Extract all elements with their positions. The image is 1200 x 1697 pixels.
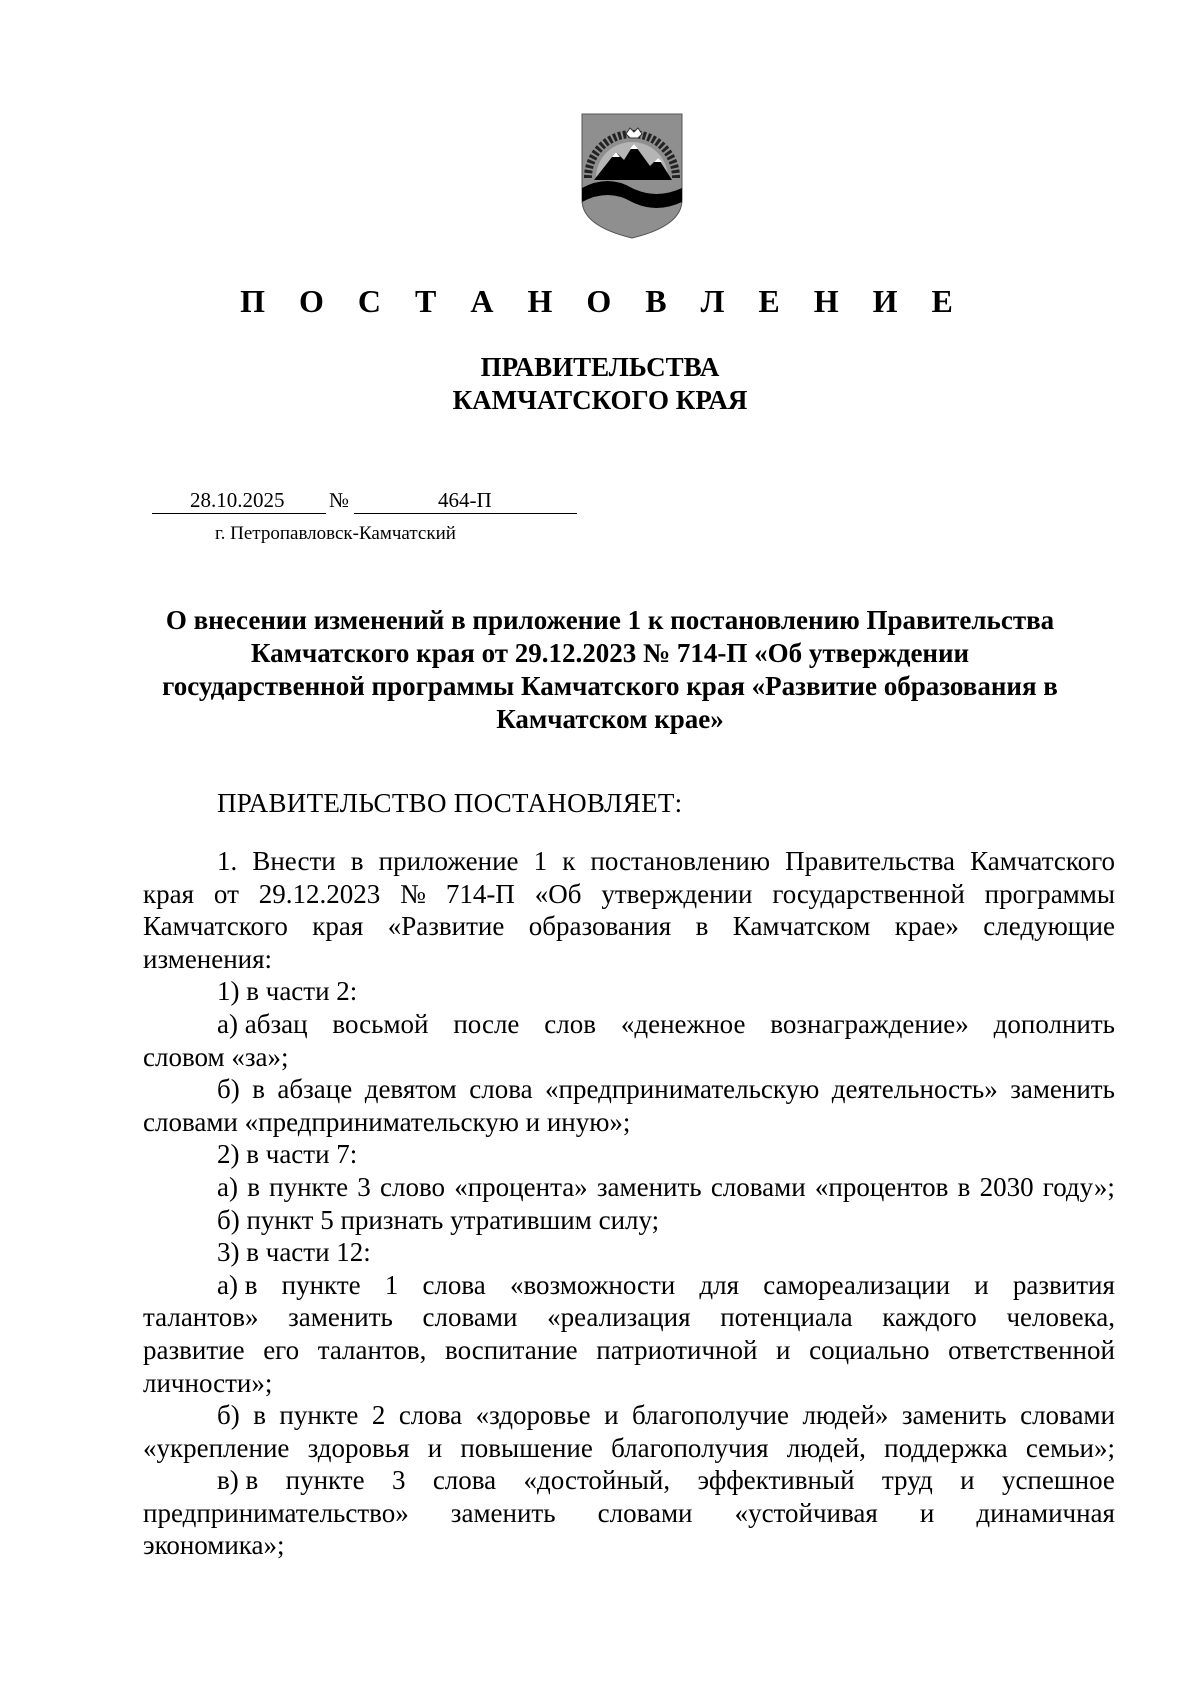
body-line: б) пункт 5 признать утратившим силу; — [217, 1204, 660, 1235]
body-word: заменить — [450, 1497, 556, 1528]
issuer-line-2: КАМЧАТСКОГО КРАЯ — [452, 385, 748, 415]
body-word: и — [776, 1334, 791, 1365]
body-word: девятом — [364, 1074, 457, 1105]
body-word: крае» — [894, 911, 959, 942]
body-word: самореализации — [763, 1269, 951, 1300]
document-title — [140, 604, 1080, 736]
body-word: заменить — [1010, 1074, 1115, 1105]
body-word: для — [699, 1269, 740, 1300]
body-word: социально — [809, 1334, 930, 1365]
document-number: 464-П — [438, 488, 492, 512]
body-word: программы — [984, 878, 1115, 909]
body-word: году»; — [1042, 1171, 1115, 1202]
body-word: Камчатском — [732, 911, 871, 942]
body-word: благополучия — [611, 1432, 769, 1463]
body-word: приложение — [378, 846, 519, 876]
body-word: а) — [217, 1171, 238, 1202]
body-line: изменения: — [143, 943, 273, 974]
body-line — [143, 910, 1115, 943]
body-word: слово — [380, 1171, 446, 1202]
body-word: «процента» — [454, 1171, 588, 1202]
body-word: поддержка — [884, 1432, 1008, 1463]
body-word: эффективный — [697, 1465, 855, 1496]
body-word: утверждении — [601, 878, 753, 909]
body-line: словами «предпринимательскую и иную»; — [143, 1106, 631, 1137]
body-line — [143, 1497, 1115, 1530]
body-word: и — [974, 1269, 989, 1300]
body-word: абзаце — [277, 1074, 353, 1105]
body-word: успешное — [1001, 1465, 1115, 1496]
body-line — [143, 1399, 1115, 1432]
body-word: «денежное — [620, 1008, 746, 1039]
body-word: края — [143, 878, 195, 909]
body-word: в — [247, 1171, 260, 1202]
body-word: Правительства — [785, 846, 956, 876]
document-date: 28.10.2025 — [190, 488, 285, 512]
body-word: края — [312, 911, 364, 942]
body-word: динамичная — [976, 1497, 1115, 1528]
body-word: к — [562, 846, 576, 876]
body-word: вознаграждение» — [770, 1008, 969, 1039]
body-word: развитие — [143, 1334, 245, 1365]
body-line: 2) в части 7: — [217, 1139, 358, 1170]
body-word: и — [960, 1465, 975, 1496]
body-word: 714-П — [445, 878, 515, 909]
body-word: талантов» — [143, 1302, 259, 1333]
coat-of-arms-emblem — [578, 108, 686, 240]
body-line: словом «за»; — [143, 1041, 289, 1072]
body-word: пункте — [281, 1269, 361, 1300]
body-line: экономика»; — [143, 1530, 285, 1561]
body-line — [143, 1432, 1115, 1465]
title-line: государственной программы Камчатского края «Развитие образования в — [162, 671, 1058, 701]
body-word: словами — [422, 1302, 518, 1333]
number-underline — [354, 513, 577, 514]
body-word: каждого — [882, 1302, 977, 1333]
body-word: заменить — [596, 1171, 702, 1202]
body-line — [143, 1073, 1115, 1106]
body-word: людей, — [786, 1432, 866, 1463]
date-underline — [152, 513, 326, 514]
body-word: постановлению — [590, 846, 771, 876]
body-word: 29.12.2023 — [258, 878, 381, 909]
city-line: г. Петропавловск-Камчатский — [215, 523, 456, 544]
document-body — [143, 845, 1115, 1562]
title-line: Камчатского края от 29.12.2023 № 714-П «Об утверждении — [250, 638, 970, 668]
body-word: б) — [217, 1400, 240, 1431]
body-word: в — [695, 911, 709, 942]
body-word: благополучие — [631, 1400, 789, 1431]
body-word: патриотичной — [596, 1334, 758, 1365]
body-word: семьи»; — [1025, 1432, 1115, 1463]
body-word: дополнить — [993, 1008, 1115, 1039]
body-line — [143, 1464, 1115, 1497]
body-word: слов — [544, 1008, 596, 1039]
body-word: 2 — [371, 1400, 386, 1431]
body-word: следующие — [983, 911, 1115, 942]
body-word: его — [263, 1334, 300, 1365]
body-word: в) в — [217, 1465, 259, 1496]
body-line — [143, 1269, 1115, 1302]
body-word: ответственной — [948, 1334, 1115, 1365]
body-word: в — [252, 1074, 265, 1105]
body-word: слова — [432, 1465, 497, 1496]
title-line: Камчатском крае» — [496, 704, 724, 734]
body-line: личности»; — [143, 1367, 273, 1398]
body-word: человека, — [1006, 1302, 1115, 1333]
body-word: слова — [469, 1074, 533, 1105]
body-word: пункте — [269, 1171, 349, 1202]
body-word: «возможности — [509, 1269, 676, 1300]
body-word: «здоровье — [475, 1400, 591, 1431]
body-word: «предпринимательскую — [545, 1074, 820, 1105]
body-word: после — [453, 1008, 520, 1039]
body-word: 1 — [533, 846, 548, 876]
body-line — [143, 1171, 1115, 1204]
body-line — [143, 845, 1115, 878]
body-word: государственной — [772, 878, 965, 909]
body-word: заменить — [288, 1302, 393, 1333]
body-word: 1 — [384, 1269, 399, 1300]
body-word: и — [919, 1497, 935, 1528]
body-word: словами — [597, 1497, 693, 1528]
number-sign: № — [329, 488, 350, 512]
body-line — [143, 1008, 1115, 1041]
body-word: и — [427, 1432, 443, 1463]
body-word: слова — [422, 1269, 486, 1300]
body-line — [143, 1301, 1115, 1334]
body-word: «процентов — [814, 1171, 949, 1202]
body-word: труд — [881, 1465, 933, 1496]
body-word: а) абзац — [217, 1008, 308, 1039]
body-word: образования — [528, 911, 672, 942]
body-word: предпринимательство» — [143, 1497, 409, 1528]
body-word: б) — [217, 1074, 240, 1105]
body-word: Внести — [252, 846, 336, 876]
body-word: «Об — [534, 878, 582, 909]
body-word: 1. — [217, 846, 238, 876]
body-word: деятельность» — [831, 1074, 998, 1105]
body-word: 2030 — [979, 1171, 1034, 1202]
body-word: воспитание — [445, 1334, 578, 1365]
title-line: О внесении изменений в приложение 1 к постановлению Правительства — [165, 605, 1055, 635]
decree-statement: ПРАВИТЕЛЬСТВО ПОСТАНОВЛЯЕТ: — [217, 788, 683, 818]
body-word: в — [957, 1171, 971, 1202]
body-word: «укрепление — [143, 1432, 290, 1463]
body-line — [143, 1334, 1115, 1367]
body-word: № — [400, 878, 426, 909]
body-word: слова — [398, 1400, 463, 1431]
body-line: 3) в части 12: — [217, 1237, 371, 1268]
body-word: «устойчивая — [734, 1497, 878, 1528]
body-word: людей» — [802, 1400, 889, 1431]
body-line: 1) в части 2: — [217, 976, 358, 1007]
body-word: в — [350, 846, 364, 876]
body-word: Камчатского — [970, 846, 1115, 876]
body-word: а) в — [217, 1269, 258, 1300]
body-word: 3 — [357, 1171, 371, 1202]
issuer-line-1: ПРАВИТЕЛЬСТВА — [480, 352, 720, 382]
body-word: талантов, — [317, 1334, 427, 1365]
body-word: заменить — [901, 1400, 1007, 1431]
body-line — [143, 878, 1115, 911]
body-word: в — [253, 1400, 266, 1431]
body-word: здоровья — [307, 1432, 410, 1463]
body-word: «реализация — [547, 1302, 691, 1333]
body-word: «достойный, — [523, 1465, 671, 1496]
body-word: словами — [710, 1171, 806, 1202]
body-word: «Развитие — [387, 911, 505, 942]
body-word: пункте — [285, 1465, 365, 1496]
body-word: 3 — [391, 1465, 406, 1496]
body-word: и — [604, 1400, 619, 1431]
body-word: пункте — [279, 1400, 359, 1431]
body-word: повышение — [460, 1432, 593, 1463]
body-word: развития — [1012, 1269, 1115, 1300]
body-word: восьмой — [332, 1008, 429, 1039]
body-word: словами — [1020, 1400, 1115, 1431]
document-type-heading: П О С Т А Н О В Л Е Н И Е — [240, 283, 966, 319]
body-word: Камчатского — [143, 911, 288, 942]
body-word: потенциала — [720, 1302, 853, 1333]
body-word: от — [213, 878, 239, 909]
